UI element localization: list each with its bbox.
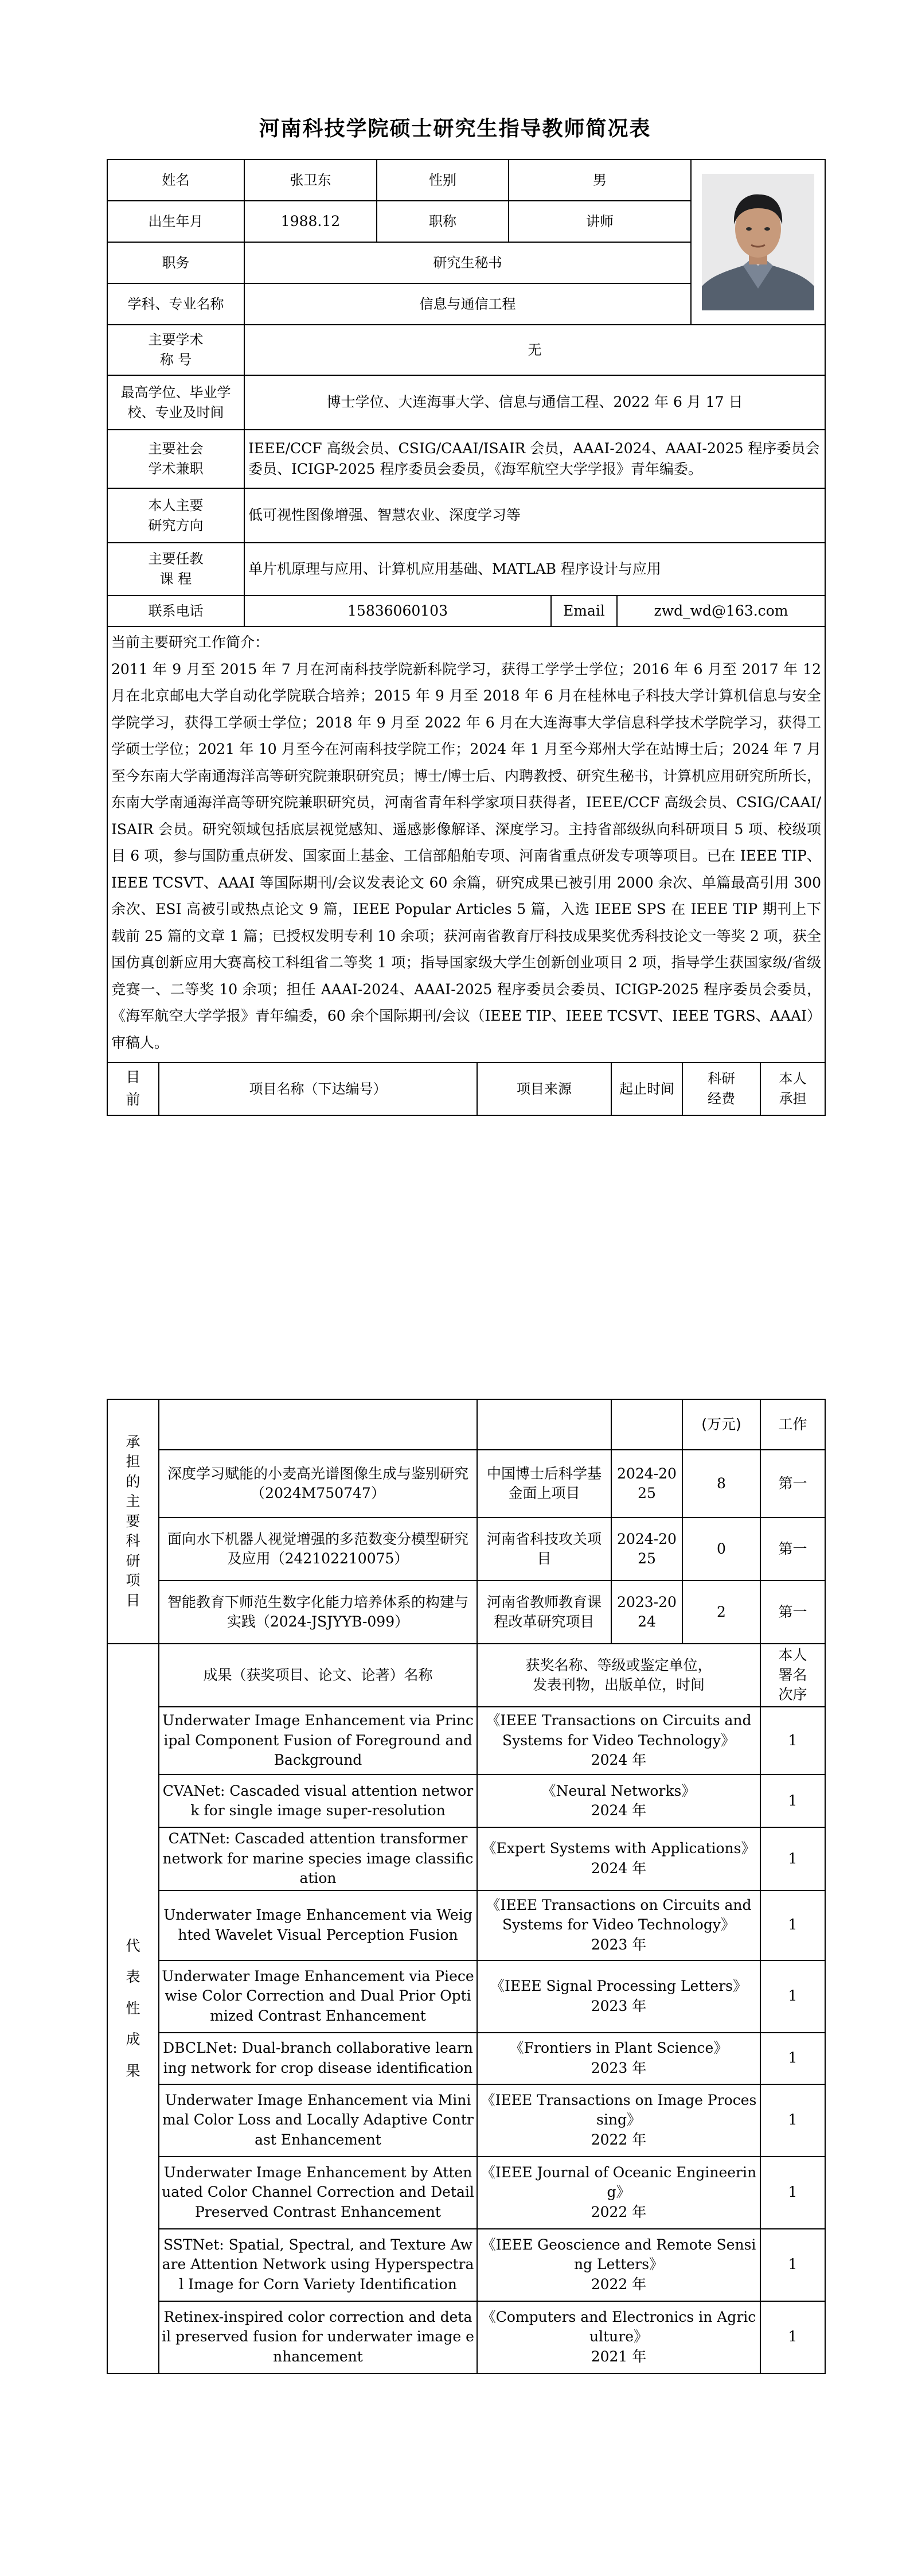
projects-side-char: 研 [126,1552,140,1569]
achievement-row [107,2301,825,2373]
achievement-rank-header-line3: 次序 [778,1686,807,1703]
achievement-venue-header-line1: 获奖名称、等级或鉴定单位， [525,1656,712,1674]
email-value: zwd_wd@163.com [617,596,825,627]
achievement-name: Underwater Image Enhancement via Weighted Wavelet Visual Perception Fusion [159,1890,477,1960]
project-role-header [760,1063,825,1115]
achievement-row [107,2033,825,2084]
gender-label: 性别 [377,159,509,201]
name-value: 张卫东 [244,159,377,201]
project-role: 第一 [760,1450,825,1517]
achievement-year: 2022 年 [591,2131,647,2148]
project-source: 河南省教师教育课程改革研究项目 [477,1581,611,1644]
achievement-name: Underwater Image Enhancement via Principal Component Fusion of Foreground and Background [159,1707,477,1775]
achievement-year: 2024 年 [591,1752,647,1769]
projects-side-char: 目 [126,1069,140,1086]
phone-value: 15836060103 [244,596,551,627]
achievement-rank: 1 [760,1890,825,1960]
achievement-row [107,1827,825,1890]
achievement-row [107,1890,825,1960]
info-table [107,159,825,1116]
achievement-venue: 《Neural Networks》 [541,1782,696,1799]
project-source-header: 项目来源 [477,1063,611,1115]
achievement-name-header: 成果（获奖项目、论文、论著）名称 [159,1644,477,1707]
project-name: 智能教育下师范生数字化能力培养体系的构建与实践（2024-JSJYYB-099） [159,1581,477,1644]
project-row [107,1450,825,1517]
academic-title-value: 无 [244,325,825,375]
achievement-rank: 1 [760,2229,825,2301]
achievement-venue-cell [477,1775,760,1827]
academic-title-label-line2: 称 号 [159,352,192,368]
project-continued-blank [477,1399,611,1450]
project-role-header-line1: 本人 [779,1071,807,1087]
project-role-header-line2: 承担 [779,1091,807,1107]
achievement-year: 2023 年 [591,1997,647,2014]
achievement-venue: 《Frontiers in Plant Science》 [509,2040,728,2056]
project-role: 第一 [760,1581,825,1644]
projects-side-label-p2 [107,1399,159,1644]
achievement-venue: 《Computers and Electronics in Agriculture》 [481,2308,756,2345]
achievements-side-label [107,1644,159,2373]
achievement-rank: 1 [760,1775,825,1827]
project-funding-header [682,1063,760,1115]
project-work-header: 工作 [760,1399,825,1450]
achievement-venue-cell [477,1707,760,1775]
degree-label-line1: 最高学位、毕业学 [120,384,231,400]
achievement-venue-cell [477,1960,760,2033]
project-name: 面向水下机器人视觉增强的多范数变分模型研究及应用（242102210075） [159,1517,477,1581]
achievement-venue-cell [477,2301,760,2373]
achievement-year: 2023 年 [591,2059,647,2076]
achievement-name: CATNet: Cascaded attention transformer network for marine species image classification [159,1827,477,1890]
achievement-row [107,1775,825,1827]
achievement-year: 2021 年 [591,2348,647,2365]
achievement-venue-cell [477,2033,760,2084]
achievement-year: 2022 年 [591,2203,647,2220]
achievement-name: SSTNet: Spatial, Spectral, and Texture Aware Attention Network using Hyperspectral Image for Corn Variety Identification [159,2229,477,2301]
achievement-year: 2024 年 [591,1859,647,1877]
achievement-year: 2023 年 [591,1936,647,1953]
degree-value: 博士学位、大连海事大学、信息与通信工程、2022 年 6 月 17 日 [244,375,825,430]
achievements-side-char: 代 [126,1937,140,1954]
degree-label-line2: 校、专业及时间 [127,404,224,421]
gender-value: 男 [509,159,691,201]
achievements-side-char: 果 [126,2062,140,2079]
achievement-rank: 1 [760,2157,825,2229]
project-name: 深度学习赋能的小麦高光谱图像生成与鉴别研究（2024M750747） [159,1450,477,1517]
project-period-header: 起止时间 [611,1063,682,1115]
courses-label [107,543,244,596]
projects-side-label-p1 [107,1063,159,1115]
project-funding-unit: (万元) [682,1399,760,1450]
achievement-venue-cell [477,1890,760,1960]
research-label [107,488,244,543]
achievement-rank: 1 [760,1827,825,1890]
portrait-photo [702,174,814,310]
achievement-venue: 《IEEE Transactions on Circuits and Systems for Video Technology》 [486,1896,752,1933]
achievement-row [107,1707,825,1775]
project-funding: 2 [682,1581,760,1644]
birth-label: 出生年月 [107,201,244,242]
project-period: 2024-2025 [611,1450,682,1517]
projects-side-char: 项 [126,1572,140,1589]
title-label: 职称 [377,201,509,242]
email-label: Email [551,596,617,627]
achievement-venue-cell [477,2229,760,2301]
achievement-venue: 《IEEE Geoscience and Remote Sensing Letters》 [481,2236,756,2273]
achievements-side-char: 表 [126,1968,140,1985]
achievement-venue: 《Expert Systems with Applications》 [482,1840,756,1857]
achievement-name: Underwater Image Enhancement via Piecewise Color Correction and Dual Prior Optimized Contrast Enhancement [159,1960,477,2033]
academic-title-label [107,325,244,375]
project-role: 第一 [760,1517,825,1581]
project-funding-header-line2: 经费 [708,1091,735,1107]
research-value: 低可视性图像增强、智慧农业、深度学习等 [244,488,825,543]
discipline-value: 信息与通信工程 [244,283,691,325]
society-label-line2: 学术兼职 [148,461,204,477]
achievement-name: Retinex-inspired color correction and detail preserved fusion for underwater image enhancement [159,2301,477,2373]
projects-side-char: 前 [126,1091,140,1108]
projects-side-char: 目 [126,1591,140,1609]
photo-cell [691,159,825,325]
project-name-header: 项目名称（下达编号） [159,1063,477,1115]
project-funding-header-line1: 科研 [708,1071,735,1087]
project-funding: 8 [682,1450,760,1517]
achievement-rank: 1 [760,1960,825,2033]
page-title: 河南科技学院硕士研究生指导教师简况表 [259,117,651,141]
achievement-row [107,2084,825,2157]
achievement-name: Underwater Image Enhancement by Attenuated Color Channel Correction and Detail Preserved Contrast Enhancement [159,2157,477,2229]
achievement-venue-cell [477,2084,760,2157]
academic-title-label-line1: 主要学术 [148,332,204,348]
research-label-line1: 本人主要 [148,497,204,513]
projects-side-char: 要 [126,1512,140,1530]
project-continued-blank [159,1399,477,1450]
phone-label: 联系电话 [107,596,244,627]
project-row [107,1581,825,1644]
society-label-line1: 主要社会 [148,441,204,457]
achievements-side-char: 性 [126,1999,140,2017]
achievement-venue-header [477,1644,760,1707]
achievements-side-char: 成 [126,2031,140,2048]
position-value: 研究生秘书 [244,242,691,283]
achievement-rank: 1 [760,1707,825,1775]
projects-side-char: 主 [126,1493,140,1510]
courses-value: 单片机原理与应用、计算机应用基础、MATLAB 程序设计与应用 [244,543,825,596]
intro-section [107,627,825,1063]
achievement-row [107,2157,825,2229]
achievement-venue-cell [477,2157,760,2229]
degree-label [107,375,244,430]
birth-value: 1988.12 [244,201,377,242]
achievement-rank-header-line2: 署名 [778,1666,807,1683]
projects-side-char: 担 [126,1453,140,1470]
achievement-name: CVANet: Cascaded visual attention network for single image super-resolution [159,1775,477,1827]
achievement-venue-cell [477,1827,760,1890]
project-continued-blank [611,1399,682,1450]
achievement-venue-header-line2: 发表刊物，出版单位，时间 [532,1676,705,1693]
achievement-venue: 《IEEE Transactions on Circuits and Systems for Video Technology》 [486,1712,752,1749]
project-row [107,1517,825,1581]
project-period: 2024-2025 [611,1517,682,1581]
achievement-venue: 《IEEE Signal Processing Letters》 [490,1978,748,1994]
achievement-rank-header [760,1644,825,1707]
courses-label-line2: 课 程 [159,571,192,587]
position-label: 职务 [107,242,244,283]
project-period: 2023-2024 [611,1581,682,1644]
achievements-table [107,1399,825,2374]
project-funding: 0 [682,1517,760,1581]
project-source: 中国博士后科学基金面上项目 [477,1450,611,1517]
projects-side-char: 的 [126,1473,140,1490]
name-label: 姓名 [107,159,244,201]
society-label [107,430,244,488]
achievement-venue: 《IEEE Journal of Oceanic Engineering》 [481,2163,757,2201]
intro-text: 2011 年 9 月至 2015 年 7 月在河南科技学院新科院学习，获得工学学士学位；2016 年 6 月至 2017 年 12 月在北京邮电大学自动化学院联合培养；2015 年 9 月至 2018 年 6 月在桂林电子科技大学计算机信息与安全学院学习，获得工学硕士学位；2018 年 9 月至 2022 年 6 月在大连海事大学信息科学技术学院学习，获得工学硕士学位；2021 年 10 月至今在河南科技学院工作；2024 年 1 月至今郑州大学在站博士后；2024 年 7 月至今东南大学南通海洋高等研究院兼职研究员；博士/博士后、内聘教授、研究生秘书，计算机应用研究所所长，东南大学南通海洋高等研究院兼职研究员，河南省青年科学家项目获得者，IEEE/CCF 高级会员、CSIG/CAAI/ISAIR 会员。研究领域包括底层视觉感知、遥感影像解译、深度学习。主持省部级纵向科研项目 5 项、校级项目 6 项，参与国防重点研发、国家面上基金、工信部船舶专项、河南省重点研发专项等项目。已在 IEEE TIP、IEEE TCSVT、AAAI 等国际期刊/会议发表论文 60 余篇，研究成果已被引用 2000 余次、单篇最高引用 300 余次、ESI 高被引或热点论文 9 篇，IEEE Popular Articles 5 篇，入选 IEEE SPS 在 IEEE TIP 期刊上下载前 25 篇的文章 1 篇；已授权发明专利 10 余项；获河南省教育厅科技成果奖优秀科技论文一等奖 2 项，获全国仿真创新应用大赛高校工科组省二等奖 1 项；指导国家级大学生创新创业项目 2 项，指导学生获国家级/省级竞赛一、二等奖 10 余项；担任 AAAI-2024、AAAI-2025 程序委员会委员、ICIGP-2025 程序委员会委员，《海军航空大学学报》青年编委，60 余个国际期刊/会议（IEEE TIP、IEEE TCSVT、IEEE TGRS、AAAI）审稿人。 [111,660,821,1051]
projects-side-char: 科 [126,1532,140,1550]
achievement-name: Underwater Image Enhancement via Minimal Color Loss and Locally Adaptive Contrast Enhancement [159,2084,477,2157]
achievement-name: DBCLNet: Dual-branch collaborative learning network for crop disease identification [159,2033,477,2084]
project-source: 河南省科技攻关项目 [477,1517,611,1581]
achievement-row [107,2229,825,2301]
society-value: IEEE/CCF 高级会员、CSIG/CAAI/ISAIR 会员，AAAI-2024、AAAI-2025 程序委员会委员、ICIGP-2025 程序委员会委员，《海军航空大学学报》青年编委。 [244,430,825,488]
achievement-year: 2022 年 [591,2275,647,2293]
achievement-venue: 《IEEE Transactions on Image Processing》 [481,2091,757,2128]
achievement-year: 2024 年 [591,1802,647,1819]
courses-label-line1: 主要任教 [148,551,204,567]
achievement-rank: 1 [760,2033,825,2084]
achievement-rank-header-line1: 本人 [778,1647,807,1664]
achievement-rank: 1 [760,2301,825,2373]
achievement-row [107,1960,825,2033]
title-value: 讲师 [509,201,691,242]
portrait-icon [702,174,814,310]
projects-side-char: 承 [126,1433,140,1450]
intro-heading: 当前主要研究工作简介： [111,634,270,651]
research-label-line2: 研究方向 [148,517,204,534]
discipline-label: 学科、专业名称 [107,283,244,325]
achievement-rank: 1 [760,2084,825,2157]
